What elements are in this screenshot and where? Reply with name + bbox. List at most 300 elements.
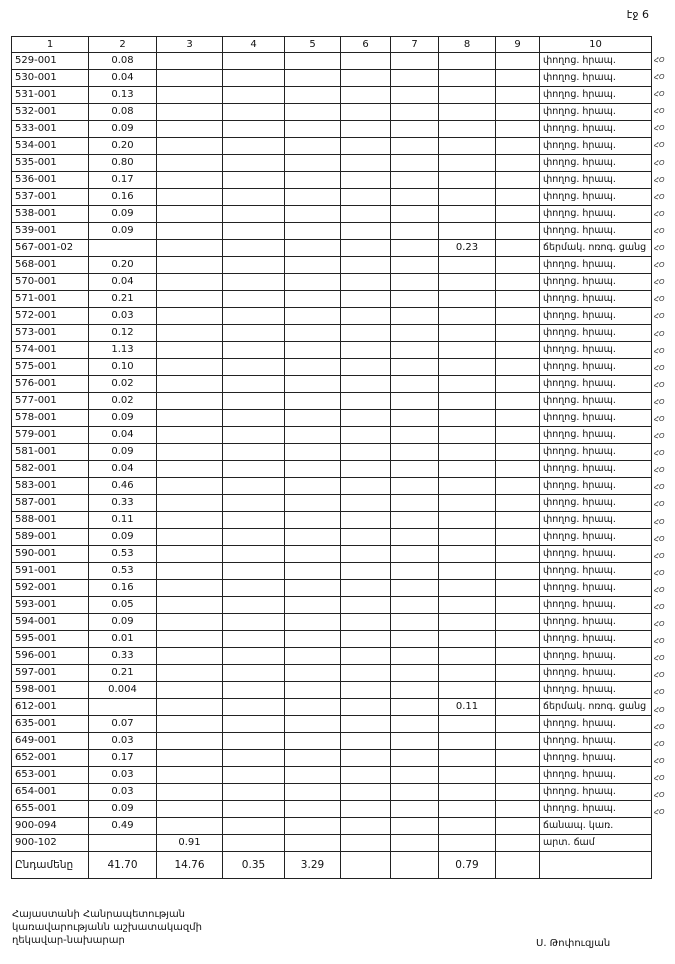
margin-mark: ՀՕ — [654, 654, 665, 663]
value-cell — [341, 240, 391, 257]
value-cell — [285, 138, 341, 155]
value-cell — [285, 206, 341, 223]
value-cell — [285, 104, 341, 121]
value-cell — [223, 410, 285, 427]
column-header-7: 7 — [391, 37, 439, 53]
value-cell: 0.09 — [89, 529, 157, 546]
value-cell — [223, 495, 285, 512]
value-cell — [391, 563, 439, 580]
parcel-code-cell: 592-001 — [12, 580, 89, 597]
value-cell — [223, 291, 285, 308]
value-cell: 0.20 — [89, 138, 157, 155]
margin-mark: ՀՕ — [654, 73, 665, 82]
value-cell — [223, 308, 285, 325]
value-cell — [496, 70, 540, 87]
footer-line-1: Հայաստանի Հանրապետության — [12, 909, 186, 920]
value-cell: 0.03 — [89, 784, 157, 801]
parcel-code-cell: 567-001-02 — [12, 240, 89, 257]
total-value-cell — [391, 852, 439, 879]
value-cell — [496, 121, 540, 138]
footer-org-title — [12, 908, 202, 947]
value-cell — [341, 172, 391, 189]
parcel-code-cell: 571-001 — [12, 291, 89, 308]
land-register-table — [11, 36, 652, 879]
margin-mark: ՀՕ — [654, 773, 665, 782]
value-cell — [341, 614, 391, 631]
value-cell — [157, 121, 223, 138]
value-cell — [285, 784, 341, 801]
table-row — [12, 699, 652, 716]
parcel-code-cell: 575-001 — [12, 359, 89, 376]
value-cell — [285, 512, 341, 529]
table-row — [12, 70, 652, 87]
parcel-code-cell: 583-001 — [12, 478, 89, 495]
value-cell — [391, 580, 439, 597]
value-cell — [496, 682, 540, 699]
value-cell — [223, 121, 285, 138]
value-cell — [496, 138, 540, 155]
value-cell — [157, 512, 223, 529]
value-cell: 0.13 — [89, 87, 157, 104]
land-use-cell: փողոց. հրապ. — [540, 104, 652, 121]
value-cell — [341, 444, 391, 461]
margin-mark: ՀՕ — [654, 226, 665, 235]
margin-mark: ՀՕ — [654, 534, 665, 543]
value-cell — [285, 495, 341, 512]
value-cell — [496, 478, 540, 495]
value-cell: 0.17 — [89, 750, 157, 767]
value-cell — [391, 410, 439, 427]
total-row — [12, 852, 652, 879]
value-cell — [496, 325, 540, 342]
value-cell — [341, 325, 391, 342]
value-cell — [341, 104, 391, 121]
margin-mark: ՀՕ — [654, 346, 665, 355]
value-cell: 0.05 — [89, 597, 157, 614]
value-cell — [157, 325, 223, 342]
value-cell — [285, 716, 341, 733]
total-value-cell — [496, 852, 540, 879]
table-row — [12, 155, 652, 172]
value-cell: 0.09 — [89, 121, 157, 138]
table-row — [12, 444, 652, 461]
value-cell — [223, 546, 285, 563]
value-cell — [439, 138, 496, 155]
value-cell — [341, 784, 391, 801]
margin-mark: ՀՕ — [654, 671, 665, 680]
value-cell — [157, 461, 223, 478]
value-cell — [285, 325, 341, 342]
table-row — [12, 750, 652, 767]
value-cell — [341, 359, 391, 376]
value-cell — [157, 104, 223, 121]
value-cell — [341, 223, 391, 240]
value-cell — [341, 206, 391, 223]
parcel-code-cell: 538-001 — [12, 206, 89, 223]
value-cell — [391, 70, 439, 87]
value-cell — [391, 87, 439, 104]
column-header-9: 9 — [496, 37, 540, 53]
value-cell — [439, 376, 496, 393]
footer-signature: Ս. Թոփուզյան — [536, 938, 611, 949]
value-cell — [341, 733, 391, 750]
table-row — [12, 359, 652, 376]
parcel-code-cell: 578-001 — [12, 410, 89, 427]
value-cell — [157, 240, 223, 257]
footer-line-3: ղեկավար-նախարար — [12, 935, 125, 946]
column-header-10: 10 — [540, 37, 652, 53]
value-cell — [439, 325, 496, 342]
value-cell — [341, 155, 391, 172]
value-cell — [341, 342, 391, 359]
value-cell: 0.10 — [89, 359, 157, 376]
value-cell — [496, 495, 540, 512]
value-cell — [496, 699, 540, 716]
parcel-code-cell: 570-001 — [12, 274, 89, 291]
parcel-code-cell: 532-001 — [12, 104, 89, 121]
land-use-cell: փողոց. հրապ. — [540, 342, 652, 359]
land-use-cell: փողոց. հրապ. — [540, 223, 652, 240]
value-cell — [285, 699, 341, 716]
value-cell — [391, 376, 439, 393]
margin-mark: ՀՕ — [654, 791, 665, 800]
value-cell: 0.09 — [89, 410, 157, 427]
value-cell — [285, 478, 341, 495]
land-use-cell: փողոց. հրապ. — [540, 376, 652, 393]
value-cell — [496, 614, 540, 631]
parcel-code-cell: 652-001 — [12, 750, 89, 767]
value-cell — [439, 53, 496, 70]
margin-marks — [654, 52, 674, 821]
value-cell — [391, 750, 439, 767]
table-row — [12, 665, 652, 682]
value-cell — [341, 767, 391, 784]
column-header-8: 8 — [439, 37, 496, 53]
value-cell — [341, 291, 391, 308]
value-cell: 0.33 — [89, 648, 157, 665]
margin-mark: ՀՕ — [654, 295, 665, 304]
table-row — [12, 580, 652, 597]
value-cell — [157, 206, 223, 223]
value-cell — [157, 801, 223, 818]
value-cell — [391, 733, 439, 750]
land-use-cell: փողոց. հրապ. — [540, 563, 652, 580]
value-cell — [341, 818, 391, 835]
table-row — [12, 189, 652, 206]
value-cell — [439, 716, 496, 733]
table-row — [12, 393, 652, 410]
value-cell — [157, 87, 223, 104]
value-cell — [391, 206, 439, 223]
value-cell — [223, 529, 285, 546]
parcel-code-cell: 572-001 — [12, 308, 89, 325]
value-cell — [285, 835, 341, 852]
margin-mark: ՀՕ — [654, 312, 665, 321]
total-value-cell: 14.76 — [157, 852, 223, 879]
value-cell: 0.53 — [89, 546, 157, 563]
value-cell — [223, 801, 285, 818]
value-cell — [157, 495, 223, 512]
value-cell — [157, 648, 223, 665]
value-cell — [496, 444, 540, 461]
value-cell — [391, 818, 439, 835]
parcel-code-cell: 579-001 — [12, 427, 89, 444]
value-cell — [496, 155, 540, 172]
value-cell — [391, 138, 439, 155]
value-cell: 0.11 — [439, 699, 496, 716]
land-use-cell: փողոց. հրապ. — [540, 648, 652, 665]
table-row — [12, 546, 652, 563]
land-use-cell: փողոց. հրապ. — [540, 70, 652, 87]
value-cell — [496, 580, 540, 597]
value-cell — [439, 580, 496, 597]
land-use-cell: փողոց. հրապ. — [540, 206, 652, 223]
value-cell — [285, 359, 341, 376]
value-cell — [285, 597, 341, 614]
value-cell — [391, 342, 439, 359]
value-cell — [341, 682, 391, 699]
table-row — [12, 274, 652, 291]
land-use-cell: փողոց. հրապ. — [540, 410, 652, 427]
value-cell — [285, 801, 341, 818]
land-use-cell: փողոց. հրապ. — [540, 801, 652, 818]
value-cell: 0.09 — [89, 614, 157, 631]
value-cell — [496, 308, 540, 325]
margin-mark: ՀՕ — [654, 124, 665, 133]
land-use-cell: փողոց. հրապ. — [540, 716, 652, 733]
land-use-cell: ճանապ. կառ. — [540, 818, 652, 835]
value-cell — [223, 206, 285, 223]
value-cell — [157, 427, 223, 444]
value-cell — [341, 376, 391, 393]
margin-mark: ՀՕ — [654, 432, 665, 441]
value-cell — [223, 138, 285, 155]
value-cell — [157, 563, 223, 580]
value-cell — [496, 767, 540, 784]
value-cell — [341, 546, 391, 563]
land-use-cell: փողոց. հրապ. — [540, 87, 652, 104]
table-row — [12, 818, 652, 835]
value-cell — [439, 189, 496, 206]
value-cell — [157, 393, 223, 410]
value-cell — [157, 818, 223, 835]
value-cell — [439, 427, 496, 444]
parcel-code-cell: 577-001 — [12, 393, 89, 410]
land-use-cell: փողոց. հրապ. — [540, 291, 652, 308]
value-cell — [341, 478, 391, 495]
land-use-cell: փողոց. հրապ. — [540, 257, 652, 274]
land-use-cell: փողոց. հրապ. — [540, 478, 652, 495]
value-cell — [341, 495, 391, 512]
value-cell — [496, 189, 540, 206]
land-use-cell: փողոց. հրապ. — [540, 444, 652, 461]
table-row — [12, 325, 652, 342]
value-cell — [439, 223, 496, 240]
value-cell — [157, 359, 223, 376]
value-cell: 0.08 — [89, 53, 157, 70]
land-use-cell: փողոց. հրապ. — [540, 495, 652, 512]
value-cell: 0.08 — [89, 104, 157, 121]
value-cell — [223, 580, 285, 597]
total-value-cell: 41.70 — [89, 852, 157, 879]
value-cell — [89, 835, 157, 852]
value-cell — [157, 172, 223, 189]
value-cell — [496, 563, 540, 580]
margin-mark: ՀՕ — [654, 158, 665, 167]
value-cell — [439, 461, 496, 478]
value-cell — [157, 257, 223, 274]
value-cell — [391, 274, 439, 291]
parcel-code-cell: 535-001 — [12, 155, 89, 172]
value-cell — [223, 478, 285, 495]
value-cell: 0.49 — [89, 818, 157, 835]
value-cell — [285, 580, 341, 597]
parcel-code-cell: 576-001 — [12, 376, 89, 393]
value-cell — [391, 461, 439, 478]
margin-mark: ՀՕ — [654, 483, 665, 492]
value-cell — [157, 223, 223, 240]
land-use-cell: փողոց. հրապ. — [540, 53, 652, 70]
value-cell — [285, 614, 341, 631]
parcel-code-cell: 581-001 — [12, 444, 89, 461]
margin-mark: ՀՕ — [654, 756, 665, 765]
land-use-cell: փողոց. հրապ. — [540, 597, 652, 614]
margin-mark: ՀՕ — [654, 209, 665, 218]
parcel-code-cell: 589-001 — [12, 529, 89, 546]
value-cell — [439, 529, 496, 546]
table-row — [12, 648, 652, 665]
value-cell — [439, 410, 496, 427]
parcel-code-cell: 537-001 — [12, 189, 89, 206]
value-cell — [223, 240, 285, 257]
parcel-code-cell: 900-094 — [12, 818, 89, 835]
value-cell — [439, 495, 496, 512]
value-cell: 0.09 — [89, 206, 157, 223]
land-use-cell: ճերմակ. ոռոգ. ցանց — [540, 699, 652, 716]
value-cell — [223, 87, 285, 104]
footer-line-2: կառավարությանն աշխատակազմի — [12, 922, 202, 933]
value-cell — [391, 427, 439, 444]
table-row — [12, 53, 652, 70]
value-cell — [391, 359, 439, 376]
value-cell — [439, 648, 496, 665]
table-row — [12, 835, 652, 852]
land-use-cell: փողոց. հրապ. — [540, 172, 652, 189]
land-use-cell: փողոց. հրապ. — [540, 189, 652, 206]
value-cell — [341, 665, 391, 682]
value-cell: 0.09 — [89, 801, 157, 818]
value-cell — [285, 70, 341, 87]
margin-mark: ՀՕ — [654, 56, 665, 64]
value-cell — [439, 155, 496, 172]
margin-mark: ՀՕ — [654, 414, 665, 423]
value-cell — [439, 121, 496, 138]
value-cell — [285, 53, 341, 70]
table-row — [12, 733, 652, 750]
value-cell: 0.04 — [89, 427, 157, 444]
table-row — [12, 376, 652, 393]
margin-mark: ՀՕ — [654, 192, 665, 201]
parcel-code-cell: 531-001 — [12, 87, 89, 104]
value-cell — [223, 325, 285, 342]
value-cell — [223, 444, 285, 461]
land-use-cell: փողոց. հրապ. — [540, 580, 652, 597]
table-row — [12, 223, 652, 240]
column-header-5: 5 — [285, 37, 341, 53]
value-cell — [439, 308, 496, 325]
value-cell — [223, 189, 285, 206]
value-cell — [157, 699, 223, 716]
table-row — [12, 104, 652, 121]
margin-mark: ՀՕ — [654, 261, 665, 270]
value-cell — [157, 784, 223, 801]
table-row — [12, 631, 652, 648]
total-value-cell — [341, 852, 391, 879]
value-cell — [496, 597, 540, 614]
parcel-code-cell: 587-001 — [12, 495, 89, 512]
value-cell — [391, 614, 439, 631]
parcel-code-cell: 533-001 — [12, 121, 89, 138]
land-use-cell: փողոց. հրապ. — [540, 427, 652, 444]
value-cell — [496, 835, 540, 852]
value-cell: 0.004 — [89, 682, 157, 699]
margin-mark: ՀՕ — [654, 90, 665, 99]
total-value-cell: 3.29 — [285, 852, 341, 879]
value-cell — [439, 784, 496, 801]
value-cell — [439, 665, 496, 682]
column-header-6: 6 — [341, 37, 391, 53]
margin-mark: ՀՕ — [654, 500, 665, 509]
margin-mark: ՀՕ — [654, 722, 665, 731]
table-row — [12, 206, 652, 223]
value-cell — [157, 750, 223, 767]
parcel-code-cell: 594-001 — [12, 614, 89, 631]
value-cell — [285, 240, 341, 257]
parcel-code-cell: 530-001 — [12, 70, 89, 87]
value-cell — [223, 104, 285, 121]
value-cell — [496, 750, 540, 767]
value-cell — [157, 580, 223, 597]
parcel-code-cell: 529-001 — [12, 53, 89, 70]
value-cell — [285, 444, 341, 461]
value-cell — [223, 818, 285, 835]
margin-mark: ՀՕ — [654, 278, 665, 287]
margin-mark: ՀՕ — [654, 739, 665, 748]
value-cell — [439, 257, 496, 274]
value-cell — [496, 648, 540, 665]
value-cell — [391, 53, 439, 70]
value-cell — [391, 172, 439, 189]
value-cell — [223, 53, 285, 70]
value-cell — [439, 393, 496, 410]
value-cell — [391, 699, 439, 716]
column-header-1: 1 — [12, 37, 89, 53]
value-cell — [391, 682, 439, 699]
value-cell — [496, 274, 540, 291]
parcel-code-cell: 635-001 — [12, 716, 89, 733]
value-cell — [496, 53, 540, 70]
table-row — [12, 257, 652, 274]
parcel-code-cell: 591-001 — [12, 563, 89, 580]
table-row — [12, 512, 652, 529]
land-use-cell: փողոց. հրապ. — [540, 308, 652, 325]
table-row — [12, 478, 652, 495]
value-cell — [89, 240, 157, 257]
land-use-cell: փողոց. հրապ. — [540, 461, 652, 478]
table-row — [12, 801, 652, 818]
value-cell — [439, 750, 496, 767]
land-use-cell: փողոց. հրապ. — [540, 682, 652, 699]
